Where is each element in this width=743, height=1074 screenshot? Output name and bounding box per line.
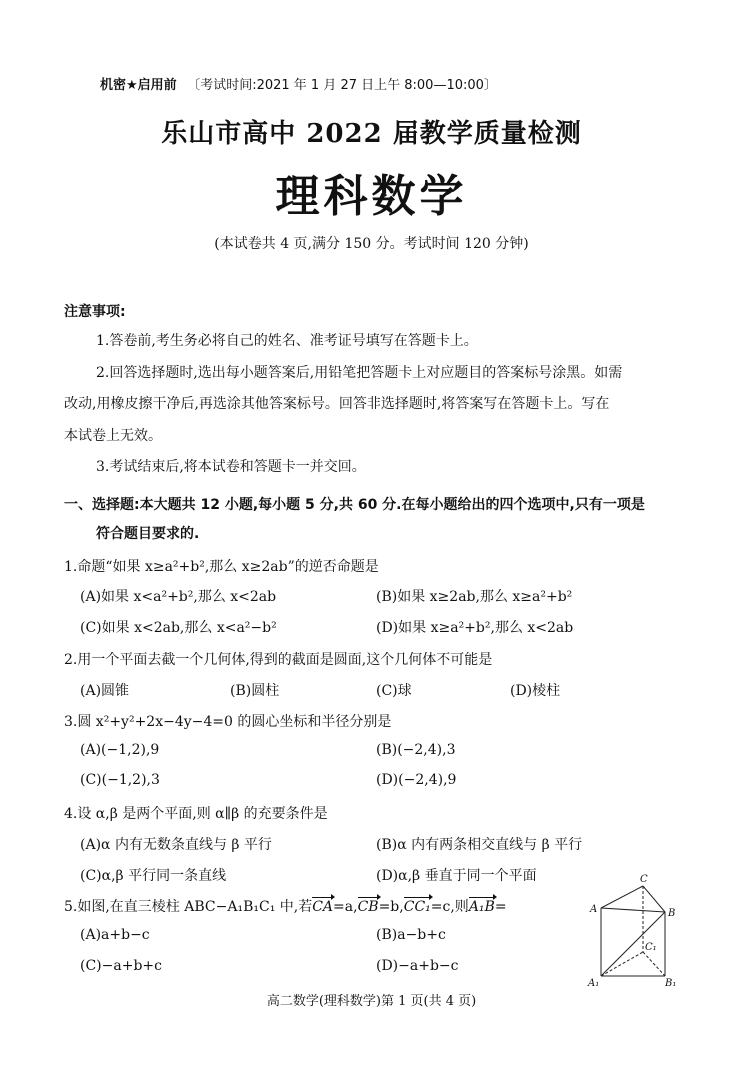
q5-eq-2: =b, <box>378 899 404 915</box>
q2-option-b: (B)圆柱 <box>230 683 280 699</box>
prism-figure <box>585 872 685 990</box>
q5-eq-1: =a, <box>333 899 358 915</box>
q5-stem-text: 5.如图,在直三棱柱 ABC−A₁B₁C₁ 中,若 <box>64 899 313 915</box>
label-b: B <box>668 908 676 919</box>
q2-stem: 2.用一个平面去截一个几何体,得到的截面是圆面,这个几何体不可能是 <box>64 652 493 668</box>
vector-ca: CA <box>312 899 334 915</box>
q2-option-c: (C)球 <box>376 683 412 699</box>
exam-title: 乐山市高中 2022 届教学质量检测 <box>161 119 582 149</box>
secret-label: 机密★启用前 <box>100 78 177 93</box>
q4-option-c: (C)α,β 平行同一条直线 <box>80 868 227 884</box>
vector-a1b: A₁B <box>468 899 495 915</box>
q5-option-c: (C)−a+b+c <box>80 958 162 974</box>
label-c1: C₁ <box>645 942 657 953</box>
q3-option-a: (A)(−1,2),9 <box>80 742 160 758</box>
q4-option-a: (A)α 内有无数条直线与 β 平行 <box>80 837 272 853</box>
label-c: C <box>640 874 648 885</box>
q3-option-c: (C)(−1,2),3 <box>80 772 160 788</box>
notice-item-3: 3.考试结束后,将本试卷和答题卡一并交回。 <box>96 459 366 475</box>
q2-option-d: (D)棱柱 <box>510 683 561 699</box>
edge-ab <box>601 908 665 912</box>
q4-stem: 4.设 α,β 是两个平面,则 α∥β 的充要条件是 <box>64 806 328 822</box>
q4-option-b: (B)α 内有两条相交直线与 β 平行 <box>376 837 583 853</box>
q5-eq-4: = <box>494 899 507 915</box>
notice-item-1: 1.答卷前,考生务必将自己的姓名、准考证号填写在答题卡上。 <box>96 333 478 349</box>
q1-option-a: (A)如果 x<a²+b²,那么 x<2ab <box>80 589 277 605</box>
notice-item-2-line-1: 2.回答选择题时,选出每小题答案后,用铅笔把答题卡上对应题目的答案标号涂黑。如需 <box>96 365 623 381</box>
q5-option-a: (A)a+b−c <box>80 927 150 943</box>
notice-heading: 注意事项: <box>64 304 126 320</box>
page-footer: 高二数学(理科数学)第 1 页(共 4 页) <box>266 994 477 1009</box>
q5-stem <box>64 896 507 916</box>
q1-option-b: (B)如果 x≥2ab,那么 x≥a²+b² <box>376 589 573 605</box>
exam-subtitle: (本试卷共 4 页,满分 150 分。考试时间 120 分钟) <box>214 236 529 252</box>
notice-item-2-line-3: 本试卷上无效。 <box>64 428 162 444</box>
q1-stem: 1.命题“如果 x≥a²+b²,那么 x≥2ab”的逆否命题是 <box>64 559 379 575</box>
label-a1: A₁ <box>588 978 600 989</box>
q3-option-b: (B)(−2,4),3 <box>376 742 456 758</box>
section-heading-line-2: 符合题目要求的. <box>96 526 200 542</box>
q1-option-d: (D)如果 x≥a²+b²,那么 x<2ab <box>376 620 574 636</box>
vector-cc1: CC₁ <box>403 899 431 915</box>
q5-option-d: (D)−a+b−c <box>376 958 459 974</box>
vector-cb: CB <box>357 899 379 915</box>
q5-option-b: (B)a−b+c <box>376 927 446 943</box>
label-b1: B₁ <box>665 978 677 989</box>
exam-header <box>100 74 497 93</box>
edge-ca <box>601 886 643 908</box>
q4-option-d: (D)α,β 垂直于同一个平面 <box>376 868 537 884</box>
q3-stem: 3.圆 x²+y²+2x−4y−4=0 的圆心坐标和半径分别是 <box>64 714 392 730</box>
q3-option-d: (D)(−2,4),9 <box>376 772 457 788</box>
q2-option-a: (A)圆锥 <box>80 683 130 699</box>
q5-eq-3: =c,则 <box>430 899 469 915</box>
notice-item-2-line-2: 改动,用橡皮擦干净后,再选涂其他答案标号。回答非选择题时,将答案写在答题卡上。写在 <box>64 396 610 412</box>
section-heading-line-1: 一、选择题:本大题共 12 小题,每小题 5 分,共 60 分.在每小题给出的四个选项中,只有一项是 <box>64 497 645 513</box>
edge-cb <box>643 886 665 912</box>
exam-time: 〔考试时间:2021 年 1 月 27 日上午 8:00—10:00〕 <box>187 78 497 93</box>
subject-title: 理科数学 <box>275 171 468 222</box>
label-a: A <box>590 904 598 915</box>
q1-option-c: (C)如果 x<2ab,那么 x<a²−b² <box>80 620 277 636</box>
edge-c1b1 <box>643 952 665 976</box>
